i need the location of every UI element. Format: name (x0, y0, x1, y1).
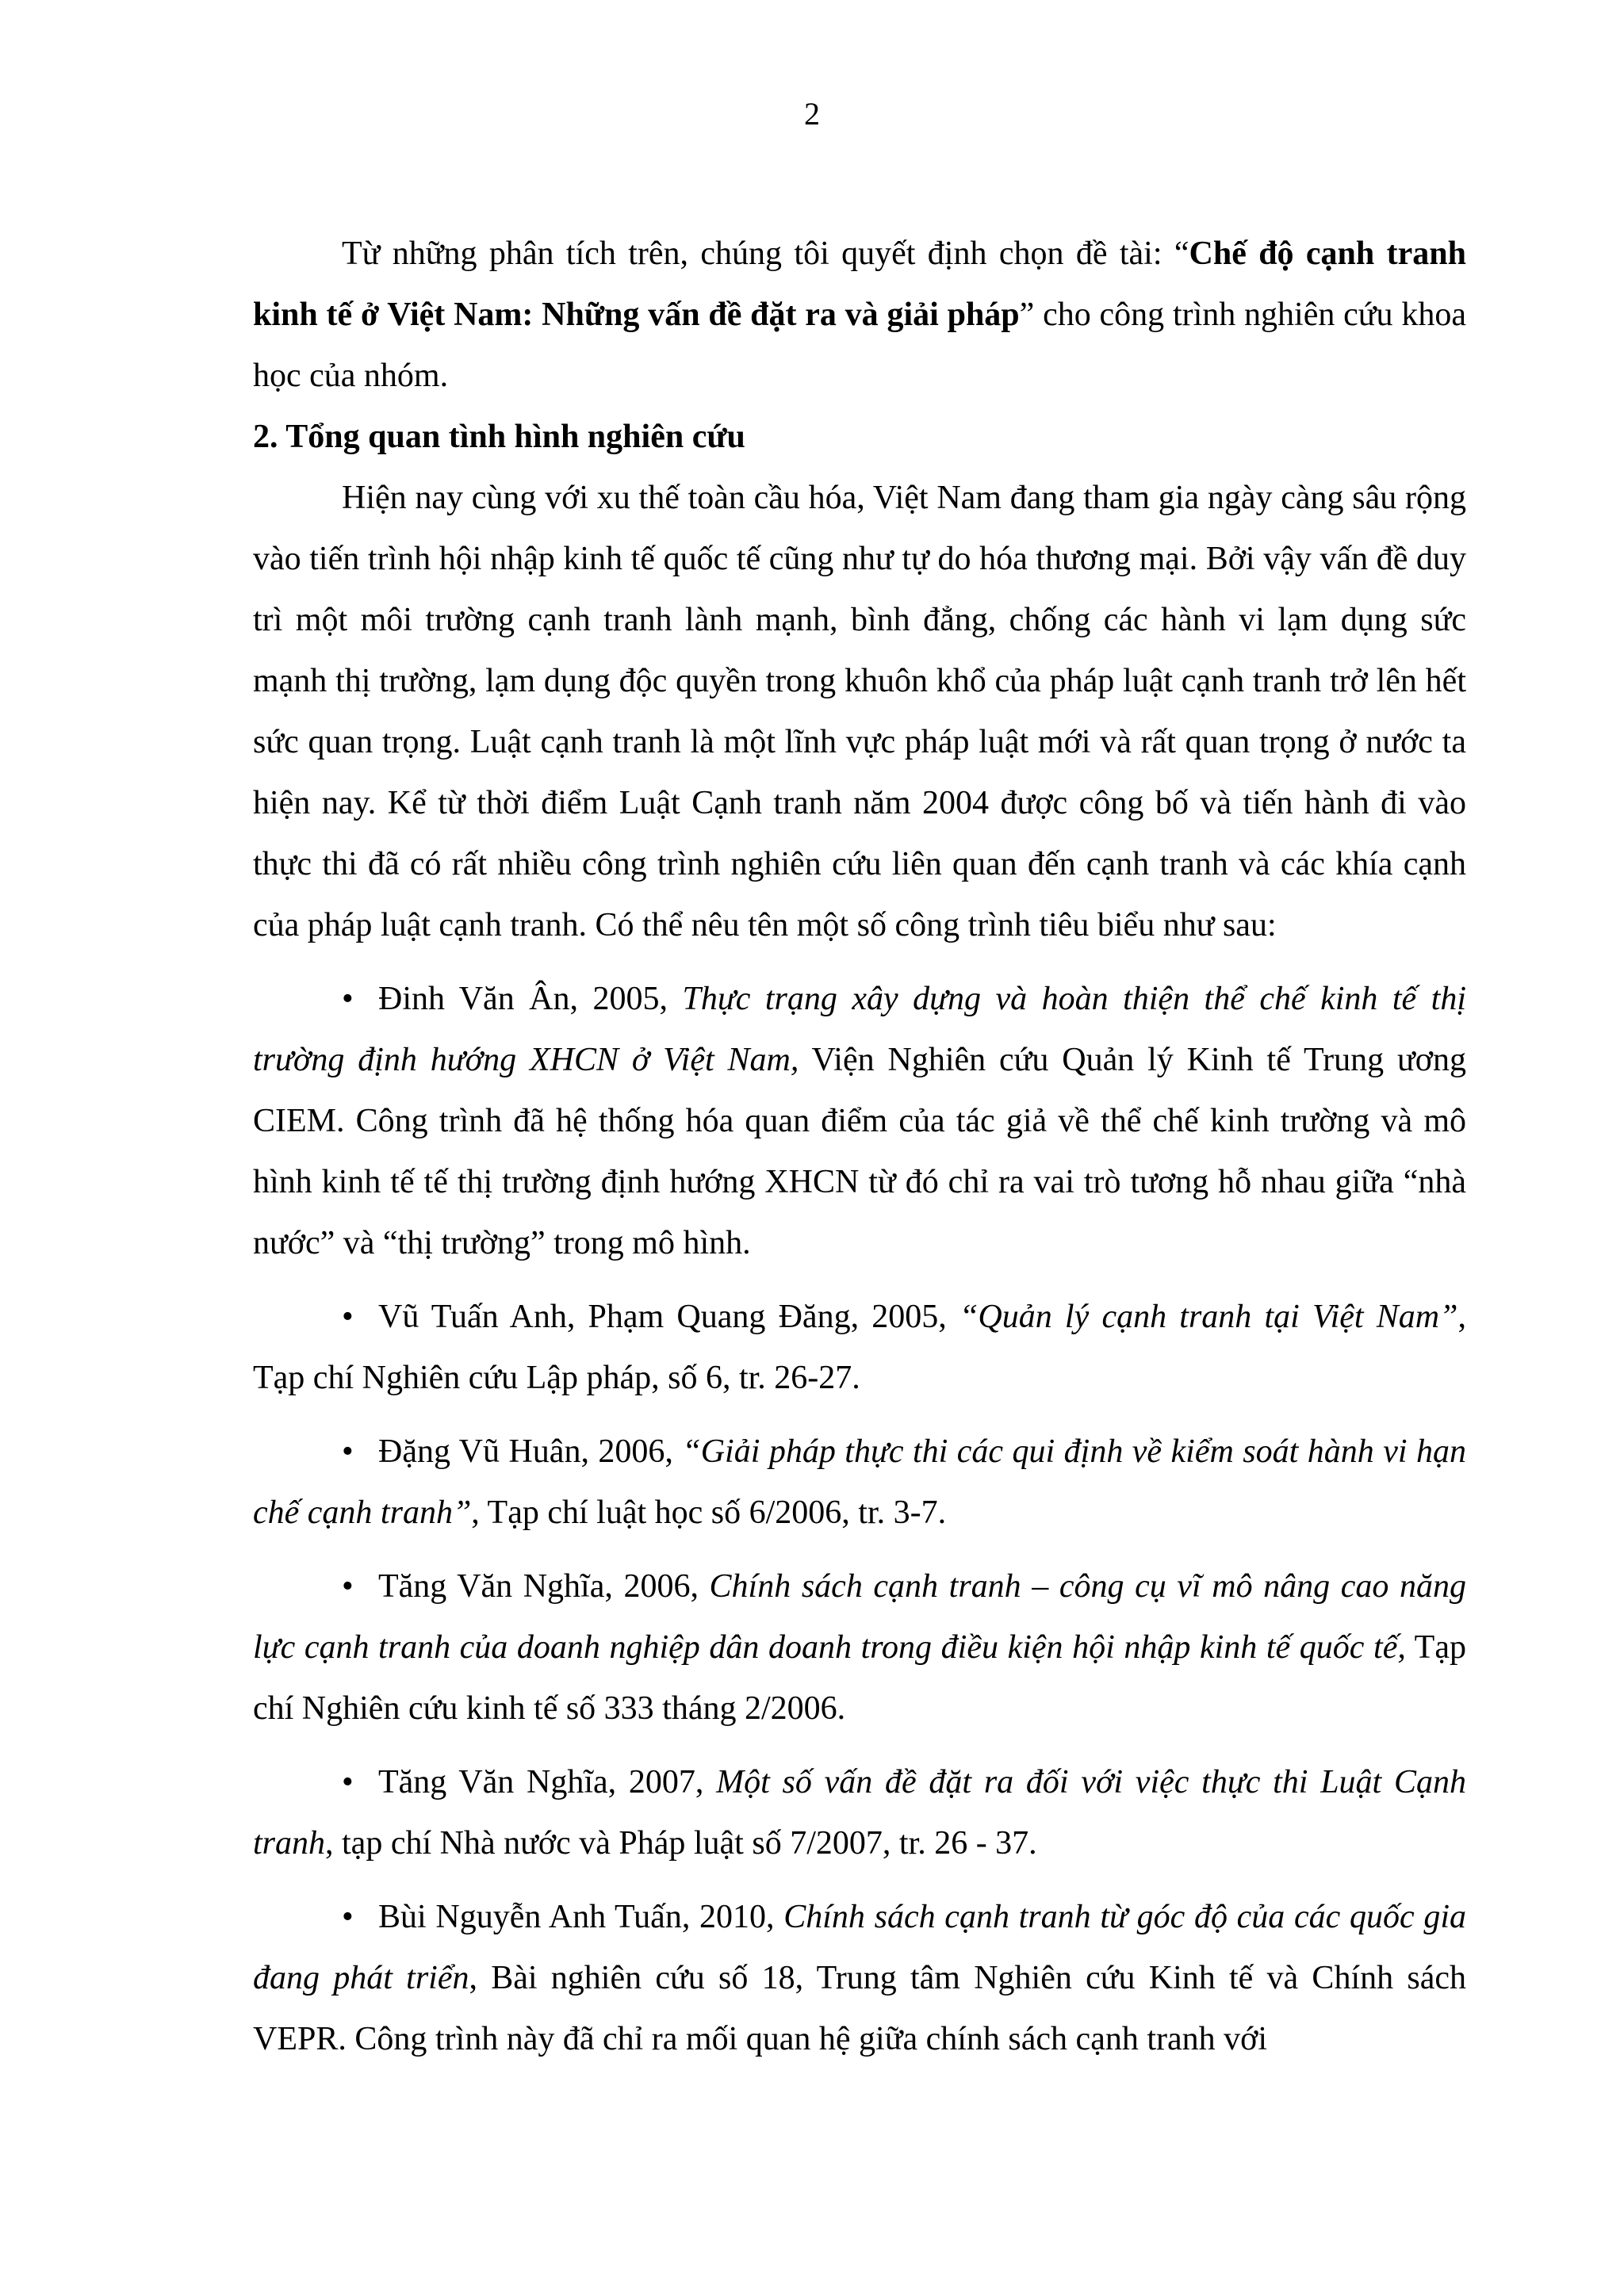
section-heading: 2. Tổng quan tình hình nghiên cứu (253, 419, 745, 455)
bullet-icon: • (342, 1899, 354, 1935)
reference-title: Thực trạng xây dựng và hoàn thiện thể chế kinh tế thị trường định hướng XHCN ở Việt Nam, (253, 981, 1467, 1078)
reference-item (253, 1887, 1466, 2070)
reference-title: “Quản lý cạnh tranh tại Việt Nam” (959, 1299, 1458, 1335)
research-topic-title: Chế độ cạnh tranh kinh tế ở Việt Nam: Những vấn đề đặt ra và giải pháp (253, 235, 1466, 333)
overview-paragraph: Hiện nay cùng với xu thế toàn cầu hóa, Việt Nam đang tham gia ngày càng sâu rộng vào tiến trình hội nhập kinh tế quốc tế cũng như tự do hóa thương mại. Bởi vậy vấn đề duy trì một môi trường cạnh tranh lành mạnh, bình đẳng, chống các hành vi lạm dụng sức mạnh thị trường, lạm dụng độc quyền trong khuôn khổ của pháp luật cạnh tranh trở lên hết sức quan trọng. Luật cạnh tranh là một lĩnh vực pháp luật mới và rất quan trọng ở nước ta hiện nay. Kể từ thời điểm Luật Cạnh tranh năm 2004 được công bố và tiến hành đi vào thực thi đã có rất nhiều công trình nghiên cứu liên quan đến cạnh tranh và các khía cạnh của pháp luật cạnh tranh. Có thể nêu tên một số công trình tiêu biểu như sau: (253, 480, 1466, 943)
bullet-icon: • (342, 1764, 354, 1800)
reference-title: “Giải pháp thực thi các qui định về kiểm soát hành vi hạn chế cạnh tranh” (253, 1433, 1466, 1531)
reference-detail: Viện Nghiên cứu Quản lý Kinh tế Trung ương CIEM. Công trình đã hệ thống hóa quan điểm của tác giả về thể chế kinh trường và mô hình kinh tế tế thị trường định hướng XHCN từ đó chỉ ra vai trò tương hỗ nhau giữa “nhà nước” và “thị trường” trong mô hình. (253, 1042, 1466, 1261)
reference-author: Đinh Văn Ân, 2005, (378, 981, 683, 1017)
reference-title: Chính sách cạnh tranh từ góc độ của các quốc gia đang phát triển (253, 1899, 1467, 1996)
reference-title: Chính sách cạnh tranh – công cụ vĩ mô nâng cao năng lực cạnh tranh của doanh nghiệp dân doanh trong điều kiện hội nhập kinh tế quốc tế, (253, 1568, 1467, 1666)
intro-text-post: ” cho công trình nghiên cứu khoa học của nhóm. (253, 297, 1466, 394)
reference-item (253, 1752, 1466, 1874)
document-body (253, 224, 1466, 2070)
page-number: 2 (804, 96, 820, 132)
reference-title: Một số vấn đề đặt ra đối với việc thực thi Luật Cạnh tranh (253, 1764, 1466, 1862)
reference-item (253, 1556, 1466, 1739)
reference-author: Đặng Vũ Huân, 2006, (378, 1433, 683, 1470)
reference-author: Tăng Văn Nghĩa, 2006, (378, 1568, 710, 1605)
reference-author: Bùi Nguyễn Anh Tuấn, 2010, (378, 1899, 784, 1935)
reference-author: Vũ Tuấn Anh, Phạm Quang Đăng, 2005, (378, 1299, 960, 1335)
bullet-icon: • (342, 981, 354, 1017)
bullet-icon: • (342, 1299, 354, 1335)
reference-detail: , Tạp chí luật học số 6/2006, tr. 3-7. (471, 1494, 947, 1531)
intro-text-pre: Từ những phân tích trên, chúng tôi quyết định chọn đề tài: “ (342, 235, 1189, 272)
reference-detail: , tạp chí Nhà nước và Pháp luật số 7/2007, tr. 26 - 37. (325, 1825, 1037, 1862)
reference-detail: , Bài nghiên cứu số 18, Trung tâm Nghiên cứu Kinh tế và Chính sách VEPR. Công trình này đã chỉ ra mối quan hệ giữa chính sách cạnh tranh với (253, 1960, 1466, 2057)
reference-detail: , Tạp chí Nghiên cứu Lập pháp, số 6, tr. 26-27. (253, 1299, 1466, 1396)
intro-paragraph (253, 224, 1466, 407)
bullet-icon: • (342, 1433, 354, 1470)
reference-item (253, 969, 1466, 1274)
bullet-icon: • (342, 1568, 354, 1605)
reference-item (253, 1287, 1466, 1409)
reference-detail: Tạp chí Nghiên cứu kinh tế số 333 tháng 2/2006. (253, 1629, 1466, 1727)
reference-author: Tăng Văn Nghĩa, 2007, (378, 1764, 717, 1800)
reference-item (253, 1422, 1466, 1544)
